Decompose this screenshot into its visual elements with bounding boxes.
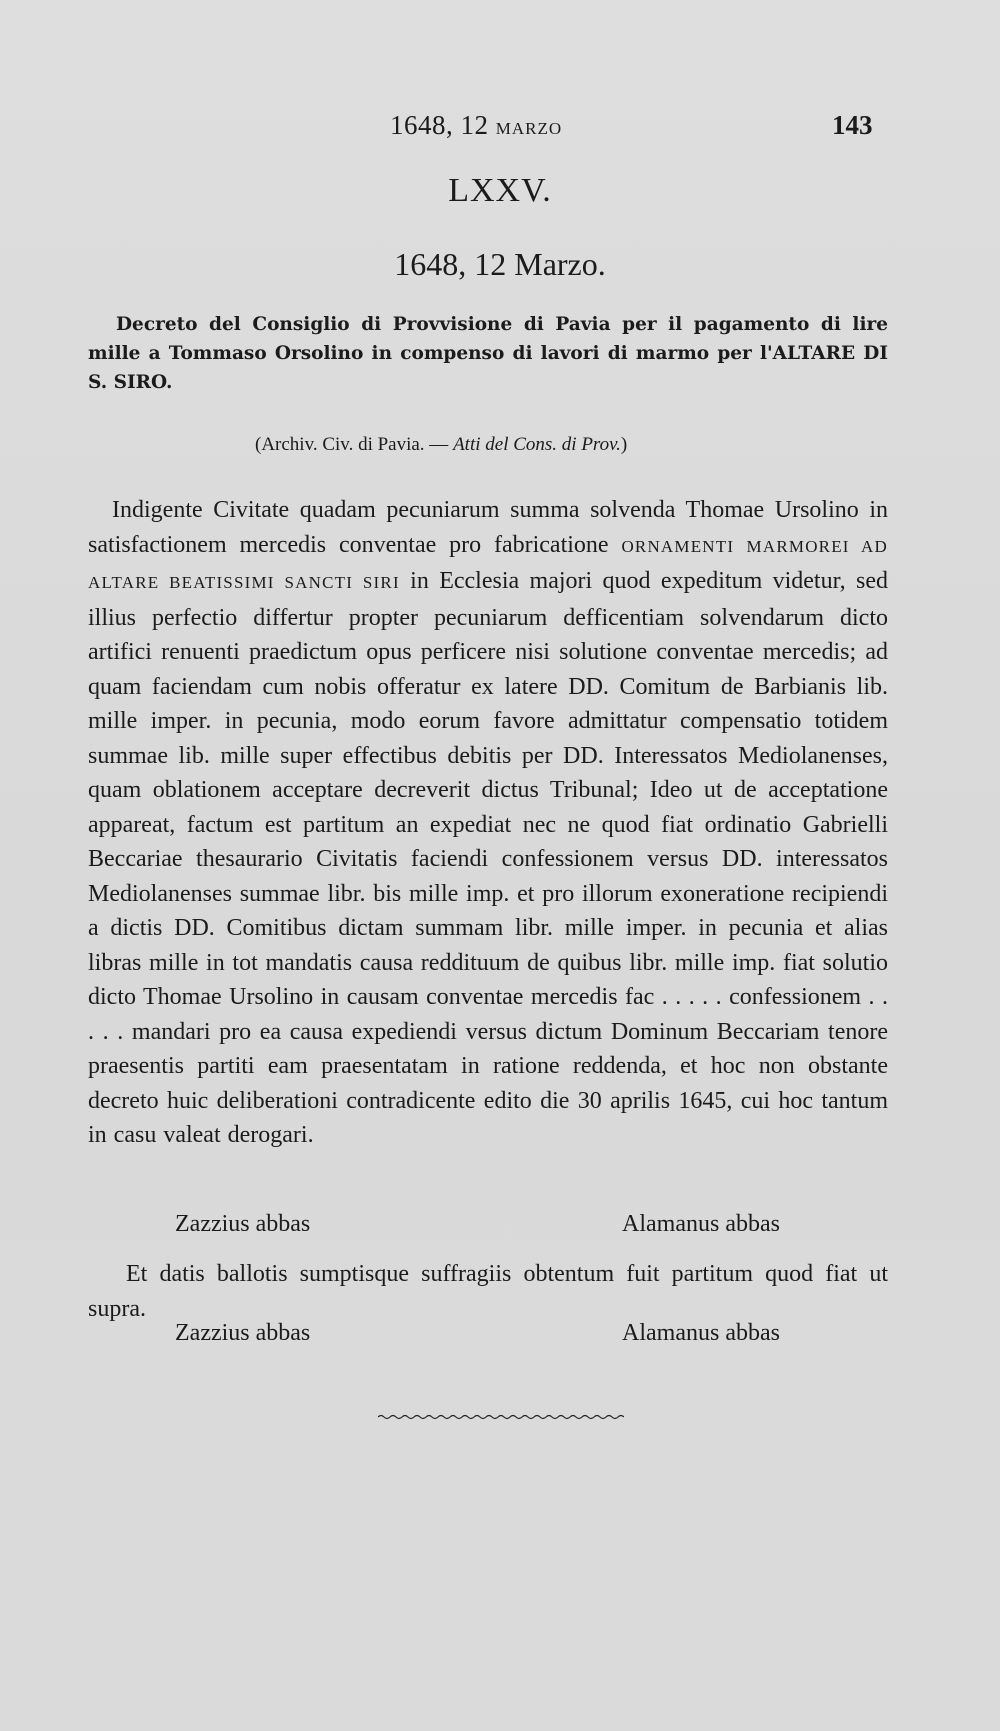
closing-text: Et datis ballotis sumptisque suffragiis obtentum fuit partitum quod fiat ut supra.: [88, 1261, 888, 1322]
document-date: 1648, 12 Marzo.: [394, 246, 606, 282]
body-paragraph: [88, 493, 888, 1153]
document-summary: [88, 310, 888, 397]
archival-source: [255, 434, 627, 456]
running-date-month: MARZO: [495, 119, 563, 138]
source-series: Atti del Cons. di Prov.: [453, 434, 621, 455]
summary-altar-name: ALTARE DI S. SIRO: [88, 343, 889, 393]
running-head: [0, 110, 1000, 150]
signature-zazzius: Zazzius abbas: [175, 1211, 311, 1237]
document-number: LXXV.: [448, 172, 552, 209]
body-text-part-2: in Ecclesia majori quod expeditum videtur, sed illius perfectio differtur propter pecuniarum defficentiam solvendarum dicto artifici renuenti praedictum opus perficere nisi solutione conventae mercedis; ad quam faciendam cum nobis offeratur ex latere DD. Comitum de Barbianis lib. mille imper. in pecunia, modo eorum favore admittatur compensatio totidem summae lib. mille super effectibus debitis per DD. Interessatos Mediolanenses, quam oblationem acceptare decreverit dictus Tribunal; Ideo ut de acceptatione appareat, factum est partitum an expediat nec ne quod fiat ordinatio Gabrielli Beccariae thesaurario Civitatis faciendi confessionem versus DD. interessatos Mediolanenses summae libr. bis mille imp. et pro illorum exoneratione recipiendi a dictis DD. Comitibus dictam summam libr. mille imper. in pecunia et alias libras mille in tot mandatis causa reddituum de quibus libr. mille imp. fiat solutio dicto Thomae Ursolino in causam conventae mercedis fac . . . . . confessionem . . . . . mandari pro ea causa expediendi versus dictum Dominum Beccariam tenore praesentis partiti eam praesentatam in ratione reddenda, et hoc non obstante decreto huic deliberationi contradicente edito die 30 aprilis 1645, cui hoc tantum in casu valeat derogari.: [88, 568, 888, 1148]
signature-alamanus: Alamanus abbas: [622, 1211, 780, 1237]
end-wavy-rule: [378, 1414, 624, 1420]
closing-paragraph: [88, 1257, 888, 1326]
document-body: [88, 493, 888, 1153]
source-archive: (Archiv. Civ. di Pavia. —: [255, 434, 454, 455]
signatures-first: [0, 1211, 1000, 1247]
source-close: ): [620, 434, 628, 455]
signatures-second: [0, 1320, 1000, 1356]
running-date: [390, 110, 562, 141]
summary-period: .: [166, 372, 173, 393]
signature-zazzius-2: Zazzius abbas: [175, 1320, 311, 1346]
summary-text: Decreto del Consiglio di Provvisione di Pavia per il pagamento di lire mille a Tommaso Orsolino in compenso di lavori di marmo per l': [88, 314, 888, 364]
signature-alamanus-2: Alamanus abbas: [622, 1320, 780, 1346]
page-number: 143: [832, 110, 873, 140]
body-small-caps: ORNAMENTI MARMOREI AD ALTARE BEATISSIMI SANCTI SIRI: [88, 536, 888, 592]
running-date-year-day: 1648, 12: [390, 110, 489, 140]
body-text-part-1: Indigente Civitate quadam pecuniarum summa solvenda Thomae Ursolino in satisfactionem mercedis conventae pro fabricatione: [88, 497, 888, 558]
